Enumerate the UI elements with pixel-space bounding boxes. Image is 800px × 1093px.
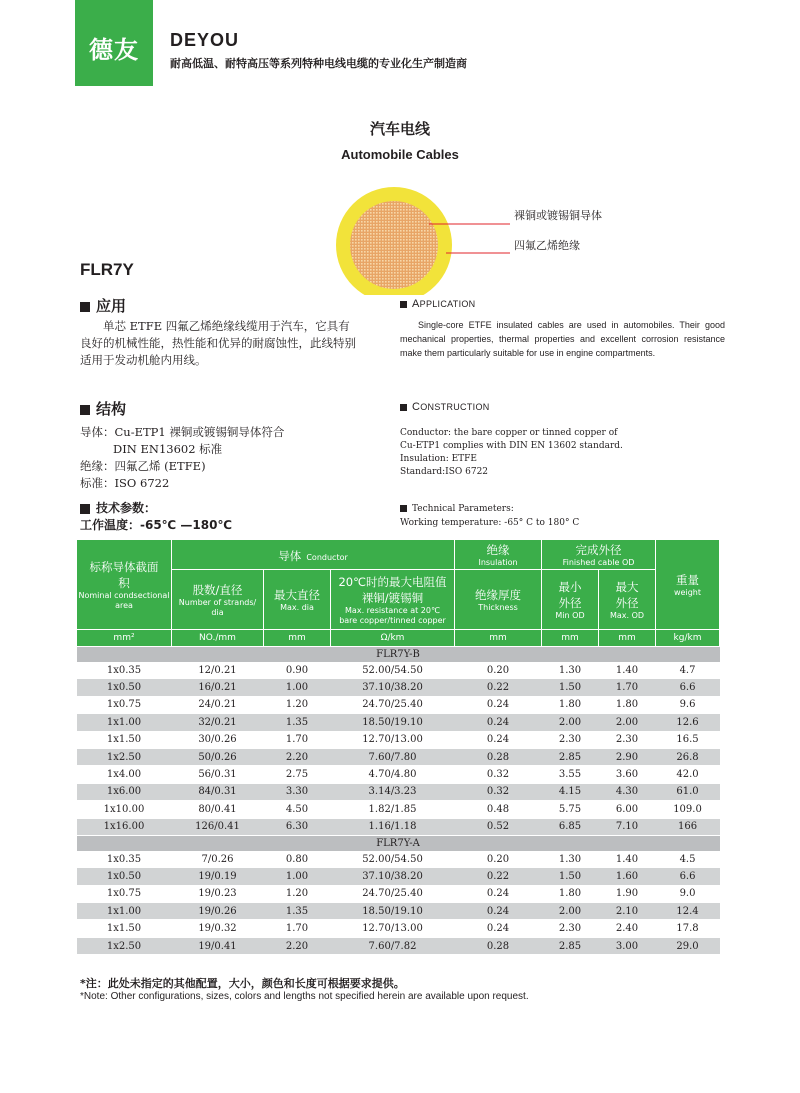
table-row: [77, 731, 720, 748]
bullet-square-icon: [80, 504, 90, 514]
table-cell: 1.82/1.85: [331, 801, 455, 818]
table-cell: 1x2.50: [77, 937, 172, 954]
table-cell: 18.50/19.10: [331, 903, 455, 920]
table-cell: 80/0.41: [172, 801, 264, 818]
table-cell: 3.60: [599, 766, 656, 783]
table-cell: 0.90: [264, 662, 331, 679]
table-cell: 19/0.23: [172, 885, 264, 902]
table-cell: 52.00/54.50: [331, 662, 455, 679]
table-cell: 6.30: [264, 818, 331, 835]
table-cell: 166: [656, 818, 720, 835]
table-cell: 1x0.50: [77, 679, 172, 696]
unit-cell: mm: [599, 630, 656, 647]
model-name: FLR7Y: [80, 260, 134, 279]
header-weight-en: weight: [674, 587, 701, 597]
header-weight-cn: 重量: [676, 572, 700, 587]
table-cell: 1.40: [599, 662, 656, 679]
table-cell: 1x1.50: [77, 731, 172, 748]
construction-text-cn: [80, 424, 380, 492]
spec-table-body: [77, 647, 720, 955]
table-cell: 16/0.21: [172, 679, 264, 696]
header-resist-cn1: 20℃时的最大电阻值: [338, 574, 447, 589]
application-text-en: Single-core ETFE insulated cables are used in automobiles. Their good mechanical properties, thermal properties and excellent corrosion resistance make them particularly suitable for use in engine compartments.: [400, 320, 725, 358]
construction-title-en-initial: C: [412, 401, 421, 413]
construction-title-cn: 结构: [96, 400, 127, 418]
table-cell: 19/0.19: [172, 868, 264, 885]
table-cell: 1x0.35: [77, 851, 172, 868]
spec-table: [76, 539, 720, 955]
table-cell: 12.70/13.00: [331, 920, 455, 937]
construction-heading-en: [400, 401, 490, 413]
bullet-square-icon: [400, 404, 407, 411]
group-row: [77, 835, 720, 851]
header-max-cn: 最大外径: [615, 579, 639, 610]
table-cell: 0.24: [455, 696, 542, 713]
construction-en-line: Cu-ETP1 complies with DIN EN 13602 standard.: [400, 441, 623, 451]
table-cell: 4.50: [264, 801, 331, 818]
table-cell: 24.70/25.40: [331, 696, 455, 713]
application-heading-cn: [80, 295, 126, 316]
table-cell: 12.4: [656, 903, 720, 920]
table-cell: 0.32: [455, 783, 542, 800]
table-cell: 0.22: [455, 868, 542, 885]
table-cell: 0.24: [455, 714, 542, 731]
unit-cell: mm: [264, 630, 331, 647]
header-min-od: [542, 570, 599, 630]
table-cell: 1x4.00: [77, 766, 172, 783]
table-cell: 0.20: [455, 851, 542, 868]
table-cell: 0.24: [455, 903, 542, 920]
table-cell: 24.70/25.40: [331, 885, 455, 902]
table-cell: 0.22: [455, 679, 542, 696]
table-cell: 1.50: [542, 868, 599, 885]
table-cell: 1x0.75: [77, 696, 172, 713]
table-cell: 1.70: [264, 731, 331, 748]
tagline: 耐高低温、耐特高压等系列特种电线电缆的专业化生产制造商: [170, 57, 467, 70]
header-maxdia-en: Max. dia: [280, 602, 314, 612]
group-row: [77, 647, 720, 663]
table-cell: 12.70/13.00: [331, 731, 455, 748]
unit-cell: Ω/km: [331, 630, 455, 647]
header-strands: [172, 570, 264, 630]
header-min-cn: 最小外径: [558, 579, 582, 610]
header-section-en: Nominal condsectional area: [78, 590, 170, 610]
table-cell: 1.60: [599, 868, 656, 885]
table-cell: 4.30: [599, 783, 656, 800]
header-resist-en1: Max. resistance at 20℃: [345, 605, 440, 615]
table-row: [77, 937, 720, 954]
table-cell: 1x1.00: [77, 714, 172, 731]
header-resist-en2: bare copper/tinned copper: [339, 615, 446, 625]
table-cell: 5.75: [542, 801, 599, 818]
product-title-en: Automobile Cables: [341, 147, 459, 162]
header-od-en: Finished cable OD: [562, 557, 635, 567]
table-cell: 2.20: [264, 937, 331, 954]
table-cell: 17.8: [656, 920, 720, 937]
table-cell: 7.60/7.82: [331, 937, 455, 954]
table-cell: 4.7: [656, 662, 720, 679]
construction-en-line: Standard:ISO 6722: [400, 467, 489, 477]
table-cell: 1.35: [264, 714, 331, 731]
header-section-cn: 标称导体截面积: [89, 559, 159, 590]
bullet-square-icon: [400, 301, 407, 308]
construction-heading-cn: [80, 398, 126, 419]
table-cell: 1.50: [542, 679, 599, 696]
group-label: FLR7Y-A: [77, 835, 720, 851]
table-cell: 1.70: [599, 679, 656, 696]
table-cell: 2.30: [542, 920, 599, 937]
application-title-en-initial: A: [412, 298, 420, 310]
header-conductor-en: Conductor: [306, 553, 348, 562]
header-strands-cn: 股数/直径: [192, 582, 243, 597]
table-cell: 3.00: [599, 937, 656, 954]
table-cell: 1.90: [599, 885, 656, 902]
table-cell: 26.8: [656, 748, 720, 765]
table-cell: 2.10: [599, 903, 656, 920]
table-cell: 1.20: [264, 696, 331, 713]
header-thick-cn: 绝缘厚度: [475, 587, 522, 602]
table-cell: 1x0.75: [77, 885, 172, 902]
table-cell: 1x6.00: [77, 783, 172, 800]
header-thick-en: Thickness: [478, 602, 518, 612]
table-row: [77, 783, 720, 800]
unit-cell: mm: [542, 630, 599, 647]
table-row: [77, 868, 720, 885]
unit-cell: mm²: [77, 630, 172, 647]
table-cell: 0.20: [455, 662, 542, 679]
table-row: [77, 696, 720, 713]
table-cell: 6.6: [656, 868, 720, 885]
header-insulation: [455, 540, 542, 570]
table-row: [77, 766, 720, 783]
construction-line-standard: 标准：ISO 6722: [80, 476, 170, 490]
header-section: [77, 540, 172, 630]
table-cell: 16.5: [656, 731, 720, 748]
header-conductor-cn: 导体: [278, 549, 302, 563]
construction-text-en: [400, 427, 720, 479]
table-row: [77, 885, 720, 902]
bullet-square-icon: [80, 302, 90, 312]
application-heading-en: [400, 298, 476, 310]
construction-en-line: Insulation: ETFE: [400, 454, 478, 464]
label-conductor: 裸铜或镀锡铜导体: [514, 209, 602, 222]
application-title-en-rest: PPLICATION: [419, 299, 476, 309]
table-cell: 37.10/38.20: [331, 868, 455, 885]
header-weight: [656, 540, 720, 630]
table-cell: 1x1.00: [77, 903, 172, 920]
header-maxdia-cn: 最大直径: [274, 587, 320, 602]
table-cell: 2.00: [542, 714, 599, 731]
table-cell: 12.6: [656, 714, 720, 731]
table-cell: 61.0: [656, 783, 720, 800]
tech-temp-en: Working temperature: -65° C to 180° C: [400, 518, 580, 528]
header-strands-en: Number of strands/ dia: [178, 597, 257, 617]
table-cell: 1x2.50: [77, 748, 172, 765]
table-cell: 126/0.41: [172, 818, 264, 835]
header-max-dia: [264, 570, 331, 630]
table-cell: 52.00/54.50: [331, 851, 455, 868]
table-cell: 1x0.50: [77, 868, 172, 885]
table-cell: 30/0.26: [172, 731, 264, 748]
table-cell: 2.40: [599, 920, 656, 937]
table-row: [77, 903, 720, 920]
product-title-cn: 汽车电线: [369, 120, 430, 138]
table-cell: 4.5: [656, 851, 720, 868]
table-cell: 2.30: [599, 731, 656, 748]
unit-cell: NO./mm: [172, 630, 264, 647]
table-row: [77, 679, 720, 696]
table-cell: 2.85: [542, 937, 599, 954]
table-cell: 1.00: [264, 868, 331, 885]
table-row: [77, 851, 720, 868]
table-cell: 6.00: [599, 801, 656, 818]
table-cell: 2.30: [542, 731, 599, 748]
table-cell: 1.00: [264, 679, 331, 696]
unit-cell: kg/km: [656, 630, 720, 647]
table-cell: 1.30: [542, 851, 599, 868]
table-cell: 1.40: [599, 851, 656, 868]
table-cell: 56/0.31: [172, 766, 264, 783]
label-insulation: 四氟乙烯绝缘: [514, 239, 580, 252]
table-cell: 4.15: [542, 783, 599, 800]
table-cell: 0.24: [455, 731, 542, 748]
table-cell: 9.6: [656, 696, 720, 713]
table-cell: 19/0.32: [172, 920, 264, 937]
logo-text: 德友: [89, 36, 139, 64]
table-cell: 12/0.21: [172, 662, 264, 679]
table-cell: 1.20: [264, 885, 331, 902]
tech-title-en: Technical Parameters:: [412, 504, 514, 514]
table-cell: 1x0.35: [77, 662, 172, 679]
table-row: [77, 801, 720, 818]
construction-line-standard-din: DIN EN13602 标准: [113, 442, 223, 456]
table-cell: 32/0.21: [172, 714, 264, 731]
application-text-cn: 单芯 ETFE 四氟乙烯绝缘线缆用于汽车，它具有良好的机械性能，热性能和优异的耐腐蚀性，此线特别适用于发动机舱内用线。: [80, 319, 356, 367]
table-cell: 7.60/7.80: [331, 748, 455, 765]
table-cell: 0.32: [455, 766, 542, 783]
conductor-core: [350, 201, 438, 289]
bullet-square-icon: [400, 505, 407, 512]
table-cell: 0.24: [455, 885, 542, 902]
header-finished-od: [542, 540, 656, 570]
table-cell: 109.0: [656, 801, 720, 818]
table-row: [77, 748, 720, 765]
construction-line-insulation: 绝缘：四氟乙烯 (ETFE): [80, 459, 206, 473]
table-cell: 2.00: [599, 714, 656, 731]
table-cell: 29.0: [656, 937, 720, 954]
table-cell: 3.14/3.23: [331, 783, 455, 800]
table-cell: 1.80: [542, 885, 599, 902]
header-thickness: [455, 570, 542, 630]
table-row: [77, 818, 720, 835]
table-cell: 1x16.00: [77, 818, 172, 835]
header-conductor: [172, 540, 455, 570]
table-cell: 0.48: [455, 801, 542, 818]
construction-line-conductor: 导体：Cu-ETP1 裸铜或镀锡铜导体符合: [80, 425, 285, 439]
table-cell: 2.85: [542, 748, 599, 765]
table-cell: 4.70/4.80: [331, 766, 455, 783]
table-cell: 0.80: [264, 851, 331, 868]
table-row: [77, 714, 720, 731]
header-min-en: Min OD: [555, 610, 585, 620]
application-title-cn: 应用: [96, 297, 127, 315]
table-cell: 2.75: [264, 766, 331, 783]
header-od-cn: 完成外径: [575, 542, 622, 557]
table-cell: 0.28: [455, 748, 542, 765]
header-max-od: [599, 570, 656, 630]
table-cell: 2.20: [264, 748, 331, 765]
header-resistance: [331, 570, 455, 630]
table-cell: 84/0.31: [172, 783, 264, 800]
table-cell: 42.0: [656, 766, 720, 783]
bullet-square-icon: [80, 405, 90, 415]
unit-cell: mm: [455, 630, 542, 647]
note-en: *Note: Other configurations, sizes, colors and lengths not specified herein are available upon request.: [80, 991, 529, 1002]
table-cell: 9.0: [656, 885, 720, 902]
table-cell: 0.52: [455, 818, 542, 835]
table-cell: 6.85: [542, 818, 599, 835]
table-cell: 24/0.21: [172, 696, 264, 713]
brand-name: DEYOU: [170, 30, 240, 50]
table-cell: 7/0.26: [172, 851, 264, 868]
table-cell: 1.80: [599, 696, 656, 713]
tech-heading-cn: [80, 499, 156, 516]
header-insulation-en: Insulation: [478, 557, 518, 567]
tech-heading-en: [400, 504, 514, 514]
table-cell: 2.90: [599, 748, 656, 765]
table-row: [77, 920, 720, 937]
table-cell: 1.30: [542, 662, 599, 679]
table-cell: 0.24: [455, 920, 542, 937]
table-cell: 19/0.26: [172, 903, 264, 920]
table-cell: 1.80: [542, 696, 599, 713]
table-cell: 1.70: [264, 920, 331, 937]
table-cell: 18.50/19.10: [331, 714, 455, 731]
table-cell: 2.00: [542, 903, 599, 920]
table-cell: 1x1.50: [77, 920, 172, 937]
table-cell: 3.30: [264, 783, 331, 800]
table-cell: 1x10.00: [77, 801, 172, 818]
construction-title-en-rest: ONSTRUCTION: [420, 402, 490, 412]
table-cell: 19/0.41: [172, 937, 264, 954]
units-row: [77, 630, 720, 647]
tech-title-cn: 技术参数：: [96, 501, 157, 515]
table-cell: 1.16/1.18: [331, 818, 455, 835]
construction-en-line: Conductor: the bare copper or tinned copper of: [400, 428, 618, 438]
table-cell: 6.6: [656, 679, 720, 696]
table-row: [77, 662, 720, 679]
table-cell: 7.10: [599, 818, 656, 835]
table-cell: 37.10/38.20: [331, 679, 455, 696]
table-cell: 3.55: [542, 766, 599, 783]
table-cell: 0.28: [455, 937, 542, 954]
cable-cross-section: [334, 175, 594, 295]
header-insulation-cn: 绝缘: [486, 542, 510, 557]
note-cn: *注：此处未指定的其他配置，大小，颜色和长度可根据要求提供。: [80, 977, 405, 990]
table-cell: 50/0.26: [172, 748, 264, 765]
tech-temp-cn: 工作温度：-65℃ —180℃: [80, 518, 232, 532]
group-label: FLR7Y-B: [77, 647, 720, 663]
table-cell: 1.35: [264, 903, 331, 920]
header-resist-cn2: 裸铜/镀锡铜: [361, 590, 424, 605]
header-max-en: Max. OD: [609, 610, 645, 620]
